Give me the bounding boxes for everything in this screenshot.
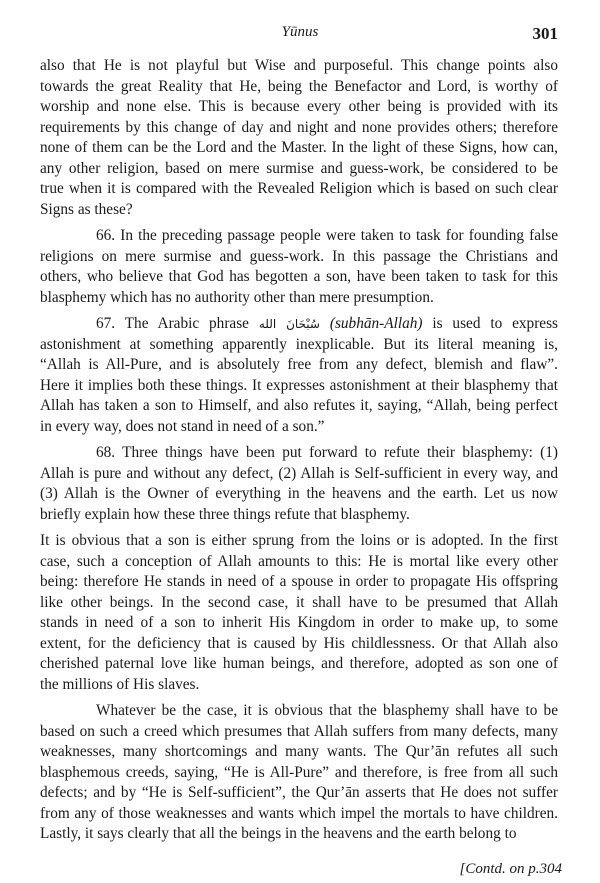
text-line: 68. Three things have been put forward to refute their blasphemy: (1) xyxy=(96,444,558,461)
text-line: blasphemy which has no authority other than mere presumption. xyxy=(40,288,434,306)
text-line: Allah is pure and without any defect, (2) Allah is Self-sufficient in every way, and xyxy=(40,464,558,482)
text-line: It is obvious that a son is either sprung from the loins or is adopted. In the first xyxy=(40,532,558,549)
text-line: “Allah is All-Pure, and is absolutely free from any defect, blemish and flaw”. xyxy=(40,356,558,373)
text-line: Signs as these? xyxy=(40,200,133,218)
text-line: defects; and by “He is Self-sufficient”, the Qur’ān asserts that He does not suffer xyxy=(40,784,558,801)
page-number: 301 xyxy=(532,24,558,43)
text-line: Here it implies both these things. It expresses astonishment at their blasphemy that xyxy=(40,376,558,394)
text-line: Allah has taken a son to Himself, and also refutes it, saying, “Allah, being perfect xyxy=(40,397,558,414)
text-line: the millions of His slaves. xyxy=(40,675,200,693)
text-line: 66. In the preceding passage people were taken to task for founding false xyxy=(96,227,558,244)
text-line: astonishment at something apparently inexplicable. But its literal meaning is, xyxy=(40,335,558,353)
text-line: in every way, does not stand in need of a son.” xyxy=(40,417,325,435)
transliteration: (subhān-Allah) xyxy=(329,315,423,332)
text-line: from any of those weaknesses and wants which impel the mortals to have children. xyxy=(40,804,558,822)
text-line: based on such a creed which presumes that Allah suffers from many defects, many xyxy=(40,722,558,740)
text-line: true when it is compared with the Revealed Religion which is based on such clear xyxy=(40,180,558,197)
paragraph xyxy=(40,531,558,695)
text-line: Lastly, it says clearly that all the beings in the heavens and the earth belong to xyxy=(40,825,517,842)
text-line: stands in need of a son to inherit His Kingdom in order to make up, to some xyxy=(40,614,558,631)
text-line: 67. The Arabic phrase سُبْحَانَ الله (subhān-Allah) is used to express xyxy=(96,315,558,332)
text-line: religions on mere surmise and guess-work. In this passage the Christians and xyxy=(40,247,558,265)
text-line: any other religion, based on mere surmise and guess-work, be considered to be xyxy=(40,159,558,177)
text-line: also that He is not playful but Wise and purposeful. This change points also xyxy=(40,57,558,74)
text-line: others, who believe that God has begotten a son, have been taken to task for this xyxy=(40,268,558,285)
continuation-note: [Contd. on p.304 xyxy=(459,861,562,877)
text-line: blasphemous creeds, saying, “He is All-Pure” and therefore, is free from all such xyxy=(40,763,558,781)
text-line: case, such a conception of Allah amounts to this: He is mortal like every other xyxy=(40,552,558,570)
paragraph xyxy=(40,56,558,220)
text-line: briefly explain how these three things refute that blasphemy. xyxy=(40,505,410,523)
arabic-phrase: سُبْحَانَ الله xyxy=(248,317,320,331)
paragraph xyxy=(40,314,558,437)
text-line: extent, for the deficiency that is caused by His childlessness. Or that Allah also xyxy=(40,634,558,652)
running-title: Yūnus xyxy=(281,24,319,40)
text-line: towards the great Reality that He, being the Benefactor and Lord, is worthy of xyxy=(40,77,558,95)
page-header xyxy=(40,24,560,46)
text-line: (3) Allah is the Owner of everything in the heavens and the earth. Let us now xyxy=(40,485,558,502)
text-line: worship and none else. This is because every other being is provided with its xyxy=(40,98,558,115)
text-line: cherished paternal love like human beings, and therefore, adopted as son one of xyxy=(40,655,558,672)
text-line: weaknesses, many shortcomings and many wants. The Qur’ān refutes all such xyxy=(40,743,558,760)
paragraph xyxy=(40,226,558,308)
page-body xyxy=(40,56,558,845)
text-line: requirements by this change of day and night and none provides others; therefore xyxy=(40,118,558,136)
text-line: none of them can be the Lord and the Master. In the light of these Signs, how can, xyxy=(40,139,558,156)
text-line: like other beings. In the second case, it shall have to be presumed that Allah xyxy=(40,593,558,611)
paragraph xyxy=(40,443,558,525)
text-line: Whatever be the case, it is obvious that the blasphemy shall have to be xyxy=(96,702,558,719)
paragraph xyxy=(40,701,558,845)
text-line: being: therefore He stands in need of a spouse in order to propagate His offspring xyxy=(40,573,558,590)
